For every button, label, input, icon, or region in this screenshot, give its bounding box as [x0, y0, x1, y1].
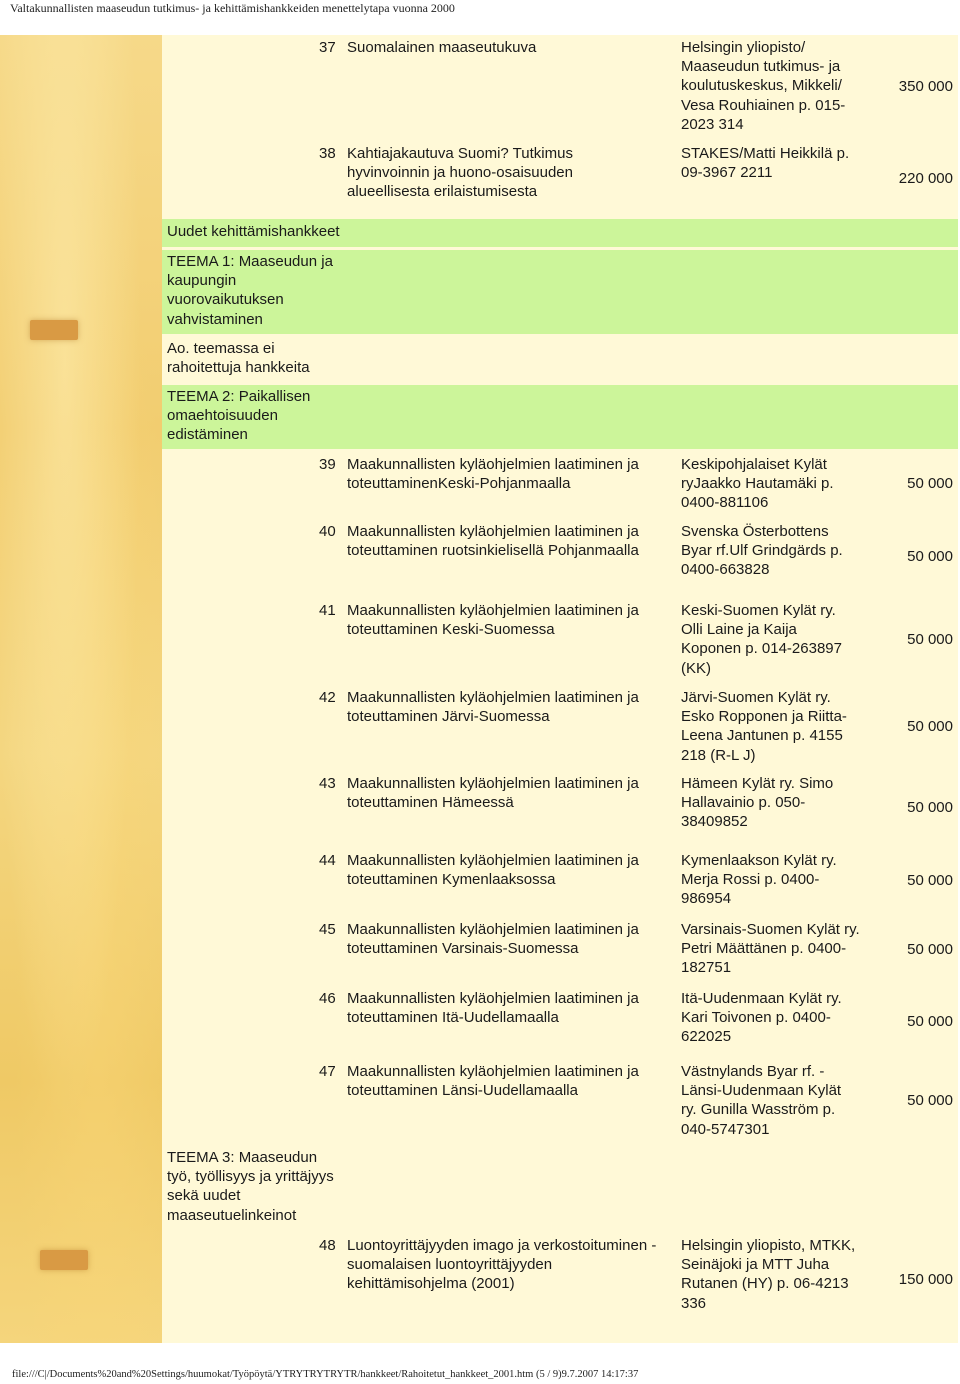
project-organization: Keski-Suomen Kylät ry. Olli Laine ja Kaija Koponen p. 014-263897 (KK): [681, 602, 842, 677]
project-number: 40: [319, 523, 336, 540]
section-theme3: TEEMA 3: Maaseudun työ, työllisyys ja yrittäjyys sekä uudet maaseutuelinkeinot: [167, 1149, 334, 1224]
project-number: 41: [319, 602, 336, 619]
project-amount: 220 000: [898, 170, 953, 187]
project-amount: 150 000: [898, 1271, 953, 1288]
decorative-landscape-strip: [0, 35, 162, 1343]
project-title: Maakunnallisten kyläohjelmien laatiminen ja toteuttaminen Itä-Uudellamaalla: [347, 990, 639, 1027]
section-theme2: TEEMA 2: Paikallisen omaehtoisuuden edistäminen: [167, 388, 311, 444]
project-title: Maakunnallisten kyläohjelmien laatiminen ja toteuttaminenKeski-Pohjanmaalla: [347, 456, 639, 493]
page-header: Valtakunnallisten maaseudun tutkimus- ja kehittämishankkeiden menettelytapa vuonna 2000: [10, 1, 455, 15]
project-title: Luontoyrittäjyyden imago ja verkostoituminen - suomalaisen luontoyrittäjyyden kehittämisohjelma (2001): [347, 1237, 657, 1293]
project-amount: 50 000: [907, 548, 953, 565]
project-amount: 50 000: [907, 631, 953, 648]
project-number: 45: [319, 921, 336, 938]
barn-image: [30, 320, 78, 340]
project-title: Kahtiajakautuva Suomi? Tutkimus hyvinvoinnin ja huono-osaisuuden alueellisesta erilaistumisesta: [347, 145, 573, 201]
section-theme1: TEEMA 1: Maaseudun ja kaupungin vuorovaikutuksen vahvistaminen: [167, 253, 333, 328]
project-organization: Hämeen Kylät ry. Simo Hallavainio p. 050-38409852: [681, 775, 834, 831]
project-number: 47: [319, 1063, 336, 1080]
project-organization: Helsingin yliopisto, MTKK, Seinäjoki ja MTT Juha Rutanen (HY) p. 06-4213 336: [681, 1237, 856, 1312]
project-organization: Järvi-Suomen Kylät ry. Esko Ropponen ja Riitta-Leena Jantunen p. 4155 218 (R-L J): [681, 689, 847, 764]
barn-image: [40, 1250, 88, 1270]
project-amount: 50 000: [907, 941, 953, 958]
project-amount: 50 000: [907, 1092, 953, 1109]
project-number: 38: [319, 145, 336, 162]
project-amount: 50 000: [907, 1013, 953, 1030]
project-number: 44: [319, 852, 336, 869]
project-title: Suomalainen maaseutukuva: [347, 39, 537, 56]
project-title: Maakunnallisten kyläohjelmien laatiminen ja toteuttaminen Hämeessä: [347, 775, 639, 812]
project-organization: Helsingin yliopisto/ Maaseudun tutkimus- ja koulutuskeskus, Mikkeli/ Vesa Rouhiainen p. 015-2023 314: [681, 39, 846, 133]
project-amount: 50 000: [907, 475, 953, 492]
project-number: 43: [319, 775, 336, 792]
project-number: 39: [319, 456, 336, 473]
project-organization: Kymenlaakson Kylät ry. Merja Rossi p. 0400-986954: [681, 852, 837, 908]
project-number: 37: [319, 39, 336, 56]
section-new-projects: Uudet kehittämishankkeet: [167, 223, 340, 240]
project-organization: Svenska Österbottens Byar rf.Ulf Grindgärds p. 0400-663828: [681, 523, 843, 579]
project-organization: STAKES/Matti Heikkilä p. 09-3967 2211: [681, 145, 850, 182]
project-organization: Itä-Uudenmaan Kylät ry. Kari Toivonen p. 0400-622025: [681, 990, 842, 1046]
section-theme1-note: Ao. teemassa ei rahoitettuja hankkeita: [167, 340, 310, 377]
project-title: Maakunnallisten kyläohjelmien laatiminen ja toteuttaminen Järvi-Suomessa: [347, 689, 639, 726]
project-organization: Västnylands Byar rf. - Länsi-Uudenmaan Kylät ry. Gunilla Wasström p. 040-5747301: [681, 1063, 842, 1138]
project-organization: Varsinais-Suomen Kylät ry. Petri Määttänen p. 0400-182751: [681, 921, 860, 977]
project-amount: 50 000: [907, 872, 953, 889]
project-title: Maakunnallisten kyläohjelmien laatiminen ja toteuttaminen Keski-Suomessa: [347, 602, 639, 639]
project-number: 48: [319, 1237, 336, 1254]
project-amount: 50 000: [907, 718, 953, 735]
project-title: Maakunnallisten kyläohjelmien laatiminen ja toteuttaminen Länsi-Uudellamaalla: [347, 1063, 639, 1100]
project-organization: Keskipohjalaiset Kylät ryJaakko Hautamäki p. 0400-881106: [681, 456, 834, 512]
page-footer-url: file:///C|/Documents%20and%20Settings/huumokat/Työpöytä/YTRYTRYTRYTR/hankkeet/Rahoitetut_hankkeet_2001.htm (5 / 9)9.7.2007 14:17:37: [12, 1369, 639, 1380]
project-title: Maakunnallisten kyläohjelmien laatiminen ja toteuttaminen Kymenlaaksossa: [347, 852, 639, 889]
project-number: 42: [319, 689, 336, 706]
project-title: Maakunnallisten kyläohjelmien laatiminen ja toteuttaminen Varsinais-Suomessa: [347, 921, 639, 958]
project-title: Maakunnallisten kyläohjelmien laatiminen ja toteuttaminen ruotsinkielisellä Pohjanmaalla: [347, 523, 639, 560]
project-number: 46: [319, 990, 336, 1007]
project-amount: 50 000: [907, 799, 953, 816]
project-amount: 350 000: [898, 78, 953, 95]
